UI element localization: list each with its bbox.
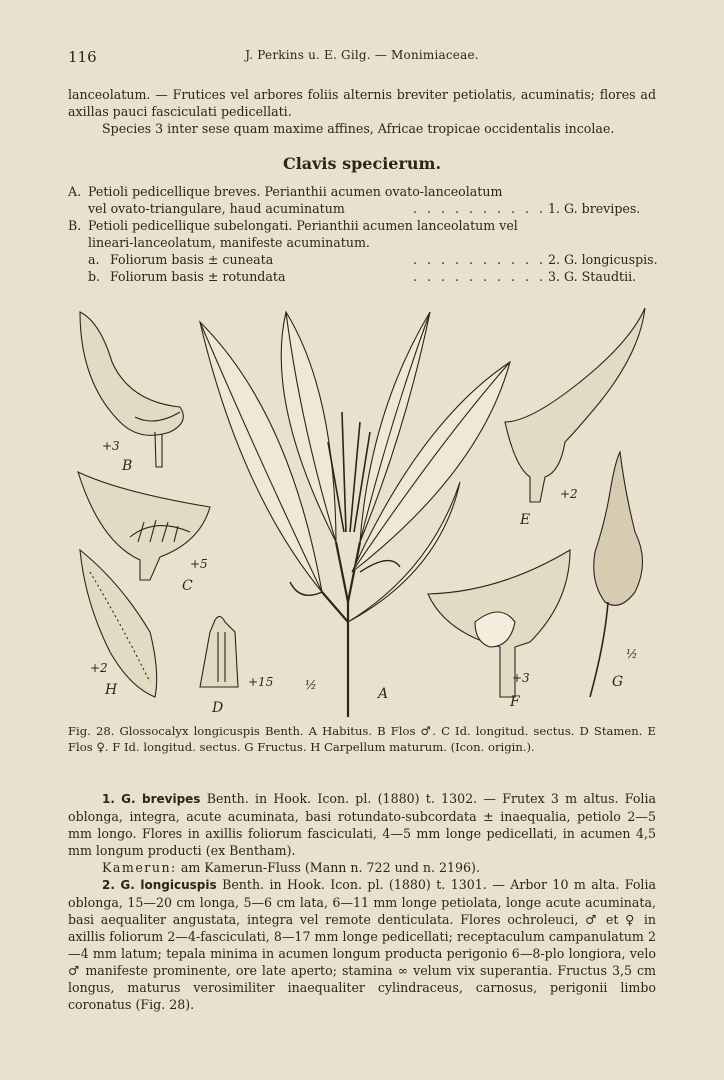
key-row-a1 [68,183,656,200]
label-D: D [212,700,224,716]
scale-B: +3 [102,439,120,453]
key-row-a2 [68,200,656,217]
species-1-number: 1. [102,792,115,806]
key-text-A1: Petioli pedicellique breves. Perianthii acumen ovato-lanceolatum [88,184,503,199]
label-F: F [510,694,520,710]
species-1-paragraph [68,790,656,859]
section-female-drawing [428,550,570,697]
label-C: C [182,578,193,594]
locality-text: am Kamerun-Fluss (Mann n. 722 und n. 2196). [180,860,480,875]
species-2-number: 2. [102,878,115,892]
habitus-drawing [200,312,510,717]
species-1-name: G. brevipes [121,792,201,806]
key-result-b: 3. G. Staudtii. [548,269,637,284]
scale-H: +2 [90,661,108,675]
species-2-name: G. longicuspis [120,878,217,892]
key-text-B1: Petioli pedicellique subelongati. Perianthii acumen lanceolatum vel [88,218,518,233]
key-label-a: a. [88,252,100,267]
key-result-A: 1. G. brevipes. [548,201,641,216]
species-2-text: Benth. in Hook. Icon. pl. (1880) t. 1301. — Arbor 10 m alta. Folia oblonga, 15—20 cm longa, 5—6 cm lata, 6—11 mm longe petiolata, longe acute acuminata, basi aequaliter angustata, integra vel remote denticulata. Flores ochroleuci, ♂ et ♀ in axillis foliorum 2—4-fasciculati, 8—17 mm longe pedicellati; receptaculum campanulatum 2—4 mm latum; tepala minima in acumen longum producta perigonio 6—8-plo longiora, velo ♂ manifeste prominente, ore late aperto; stamina ∞ velum vix superantia. Fructus 3,5 cm longus, maturus verosimiliter inaequaliter cylindraceus, carnosus, perigonii limbo coronatus (Fig. 28). [68,877,656,1012]
label-A: A [378,686,389,702]
scale-A: ½ [305,678,317,692]
clavis-title: Clavis specierum. [282,154,442,173]
species-1-locality [68,859,656,876]
key-label-A: A. [68,184,82,199]
intro-line-2: Species 3 inter sese quam maxime affines, Africae tropicae occidentalis incolae. [102,121,615,136]
key-text-b: Foliorum basis ± rotundata [110,269,286,284]
scale-F: +3 [512,671,530,685]
species-descriptions [68,790,656,1013]
scale-D: +15 [248,675,274,689]
label-H: H [105,682,118,698]
figure-illustration [60,302,664,722]
key-row-b2 [68,234,656,251]
locality-region: Kamerun: [102,860,177,875]
key-text-A2: vel ovato-triangulare, haud acuminatum [88,201,345,216]
key-row-b [68,268,656,285]
running-title: J. Perkins u. E. Gilg. — Monimiaceae. [245,48,479,62]
page-header [68,48,656,70]
stamen-drawing [200,616,238,687]
female-flower-drawing [505,308,645,502]
label-B: B [122,458,133,474]
key-row-a [68,251,656,268]
species-1-text: Benth. in Hook. Icon. pl. (1880) t. 1302. — Frutex 3 m altus. Folia oblonga, integra, acute acuminata, basi rotundato-subcordata ± inaequalia, petiolo 2—5 mm longo. Flores in axillis foliorum fasciculati, 4—5 mm longe pedicellati, in acumen 4,5 mm longum producti (ex Bentham). [68,791,656,858]
male-flower-drawing [80,312,183,467]
key-label-B: B. [68,218,82,233]
key-text-a: Foliorum basis ± cuneata [110,252,274,267]
key-dots-b: . . . . . . . . . . [412,269,546,284]
label-G: G [612,674,624,690]
intro-text [68,86,656,137]
species-key [68,183,656,285]
label-E: E [520,512,531,528]
scale-G: ½ [626,647,638,661]
key-text-B2: lineari-lanceolatum, manifeste acuminatum. [88,235,370,250]
figure-caption: Fig. 28. Glossocalyx longicuspis Benth. A Habitus. B Flos ♂. C Id. longitud. sectus. D Stamen. E Flos ♀. F Id. longitud. sectus. G Fructus. H Carpellum maturum. (Icon. origin.). [68,724,656,754]
scale-C: +5 [190,557,208,571]
botanical-figure [60,302,664,722]
intro-line-1: lanceolatum. — Frutices vel arbores foliis alternis breviter petiolatis, acuminatis; flores ad axillas pauci fasciculati pedicellati. [68,87,656,119]
key-row-b1 [68,217,656,234]
key-dots-A: . . . . . . . . . . [412,201,546,216]
page-number: 116 [68,48,97,66]
scale-E: +2 [560,487,578,501]
key-result-a: 2. G. longicuspis. [548,252,658,267]
key-label-b: b. [88,269,101,284]
species-2-paragraph [68,876,656,1013]
key-dots-a: . . . . . . . . . . [412,252,546,267]
